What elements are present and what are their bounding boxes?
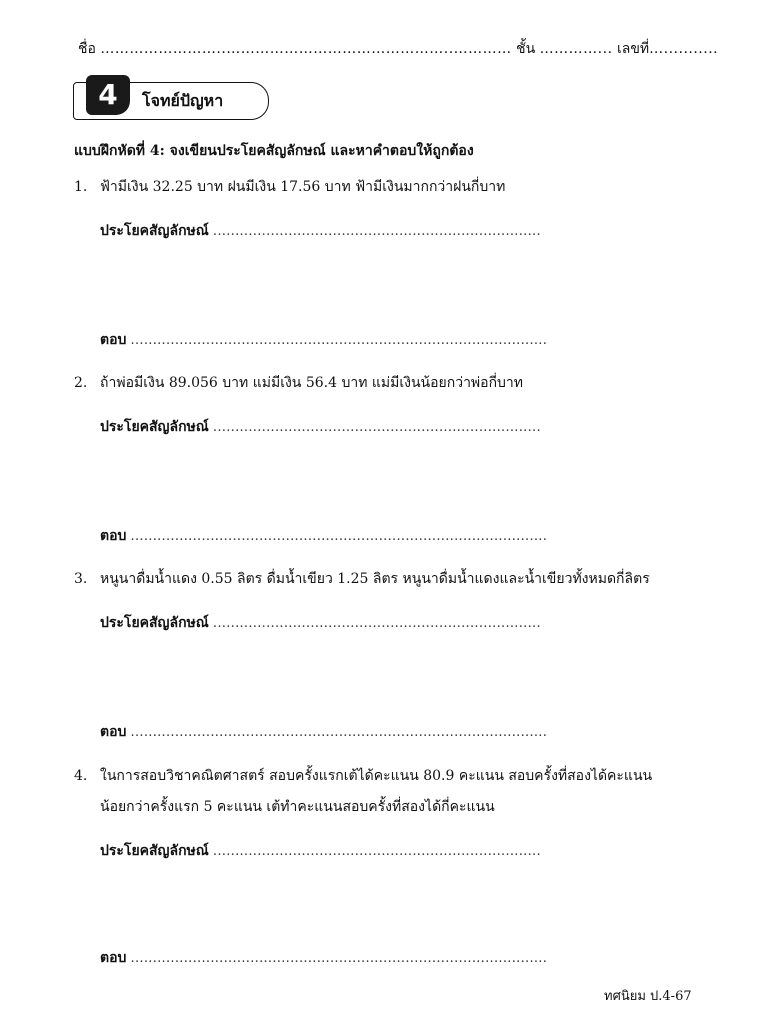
class-field[interactable]: …………... (539, 41, 613, 57)
sentence-line-4[interactable] (100, 840, 541, 862)
sentence-dots: .......................................................................... (212, 224, 541, 239)
answer-dots: .............................................................................................. (130, 529, 548, 544)
sentence-line-1[interactable] (100, 220, 541, 242)
sentence-label: ประโยคสัญลักษณ์ (100, 843, 209, 859)
section-title: โจทย์ปัญหา (142, 91, 224, 110)
answer-line-1[interactable] (100, 329, 547, 351)
name-label: ชื่อ (78, 41, 96, 57)
question-2 (74, 372, 523, 394)
student-info-line (78, 38, 718, 60)
page-footer: ทศนิยม ป.4-67 (604, 989, 692, 1004)
question-number: 4. (74, 768, 88, 784)
answer-dots: .............................................................................................. (130, 725, 548, 740)
answer-line-2[interactable] (100, 525, 547, 547)
class-label: ชั้น (516, 41, 536, 57)
exercise-instruction: แบบฝึกหัดที่ 4: จงเขียนประโยคสัญลักษณ์ และหาคำตอบให้ถูกต้อง (74, 143, 474, 159)
answer-line-4[interactable] (100, 947, 547, 969)
question-text: หนูนาดื่มน้ำแดง 0.55 ลิตร ดื่มน้ำเขียว 1.25 ลิตร หนูนาดื่มน้ำแดงและน้ำเขียวทั้งหมดกี่ลิตร (100, 571, 650, 587)
question-number: 2. (74, 375, 88, 391)
question-4 (74, 765, 652, 787)
question-number: 3. (74, 571, 88, 587)
sentence-label: ประโยคสัญลักษณ์ (100, 419, 209, 435)
section-number: 4 (86, 75, 130, 115)
name-field[interactable]: ……………………..………………………………………..………… (100, 41, 512, 57)
answer-label: ตอบ (100, 528, 127, 544)
sentence-line-3[interactable] (100, 612, 541, 634)
question-number: 1. (74, 179, 88, 195)
answer-dots: .............................................................................................. (130, 951, 548, 966)
number-field[interactable]: …........... (649, 41, 719, 57)
question-1 (74, 176, 505, 198)
answer-label: ตอบ (100, 724, 127, 740)
sentence-dots: .......................................................................... (212, 420, 541, 435)
question-3 (74, 568, 650, 590)
section-badge (73, 78, 269, 120)
answer-label: ตอบ (100, 950, 127, 966)
question-text: ฟ้ามีเงิน 32.25 บาท ฝนมีเงิน 17.56 บาท ฟ้ามีเงินมากกว่าฝนกี่บาท (100, 179, 506, 195)
question-text: ในการสอบวิชาคณิตศาสตร์ สอบครั้งแรกเต้ได้คะแนน 80.9 คะแนน สอบครั้งที่สองได้คะแนน (100, 768, 653, 784)
sentence-label: ประโยคสัญลักษณ์ (100, 615, 209, 631)
answer-dots: .............................................................................................. (130, 333, 548, 348)
question-text: ถ้าพ่อมีเงิน 89.056 บาท แม่มีเงิน 56.4 บาท แม่มีเงินน้อยกว่าพ่อกี่บาท (100, 375, 524, 391)
sentence-dots: .......................................................................... (212, 844, 541, 859)
number-label: เลขที่ (616, 41, 650, 57)
question-4-continued: น้อยกว่าครั้งแรก 5 คะแนน เต้ทำคะแนนสอบครั้งที่สองได้กี่คะแนน (100, 799, 495, 815)
sentence-label: ประโยคสัญลักษณ์ (100, 223, 209, 239)
sentence-line-2[interactable] (100, 416, 541, 438)
answer-line-3[interactable] (100, 721, 547, 743)
sentence-dots: .......................................................................... (212, 616, 541, 631)
answer-label: ตอบ (100, 332, 127, 348)
